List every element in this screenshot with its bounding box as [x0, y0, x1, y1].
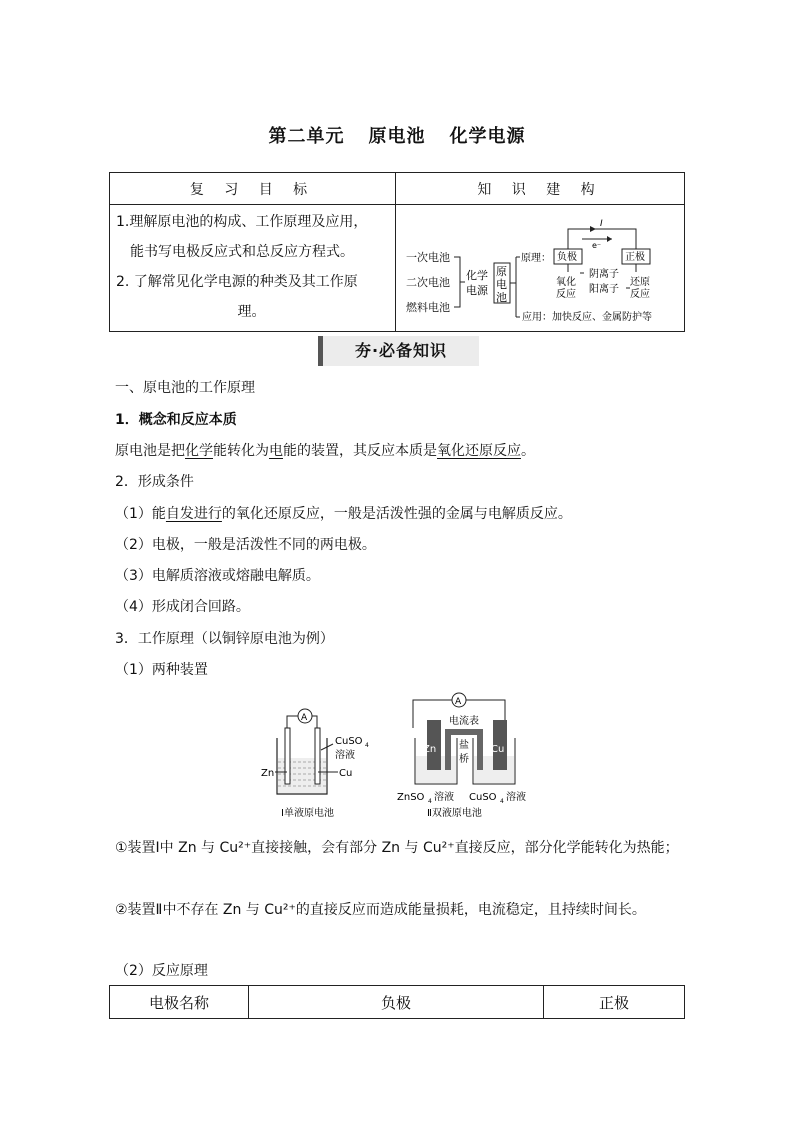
caption-single: Ⅰ单液原电池 — [281, 808, 334, 819]
map-positive: 正极 — [625, 252, 645, 263]
goals-cell — [110, 205, 396, 332]
double-cell — [397, 693, 526, 819]
svg-text:Zn: Zn — [423, 744, 437, 755]
map-chem-source: 化学 — [466, 269, 488, 282]
map-battery: 燃料电池 — [406, 301, 450, 314]
map-electron: e⁻ — [592, 241, 602, 250]
ammeter-icon: A — [301, 713, 308, 723]
cell-diagram — [255, 690, 545, 822]
map-battery: 一次电池 — [406, 251, 450, 264]
header-goals: 复 习 目 标 — [110, 173, 396, 205]
reaction-table — [109, 985, 685, 1019]
map-oxidation: 反应 — [556, 289, 576, 300]
heading-concept: 1．概念和反应本质 — [115, 412, 237, 428]
condition-2: （2）电极，一般是活泼性不同的两电极。 — [115, 537, 376, 553]
map-negative: 负极 — [557, 252, 577, 263]
svg-text:Zn: Zn — [261, 768, 275, 779]
section-banner: 夯·必备知识 — [318, 336, 479, 366]
knowledge-map — [396, 205, 684, 329]
note-2: ②装置Ⅱ中不存在 Zn 与 Cu²⁺的直接反应而造成能量损耗，电流稳定，且持续时间长。 — [115, 902, 646, 918]
section-heading: 一、原电池的工作原理 — [115, 380, 255, 396]
svg-text:Cu: Cu — [339, 768, 353, 779]
goal-line: 理。 — [237, 304, 266, 320]
map-galvanic: 原 — [496, 265, 507, 278]
table-row — [110, 986, 685, 1019]
svg-text:CuSO: CuSO — [335, 736, 363, 747]
title-topic1: 原电池 — [368, 126, 426, 147]
map-chem-source-2: 电源 — [466, 284, 488, 297]
svg-text:4: 4 — [428, 798, 432, 805]
map-principle: 原理： — [521, 253, 551, 264]
map-reduction: 反应 — [630, 289, 650, 300]
col-negative: 负极 — [249, 986, 544, 1019]
svg-text:CuSO: CuSO — [469, 792, 497, 803]
svg-text:桥: 桥 — [459, 754, 469, 765]
goal-line: 能书写电极反应式和总反应方程式。 — [130, 244, 354, 260]
map-galvanic: 池 — [496, 291, 507, 304]
svg-text:ZnSO: ZnSO — [397, 792, 425, 803]
goal-line: 1.理解原电池的构成、工作原理及应用， — [116, 214, 368, 230]
svg-text:盐: 盐 — [459, 740, 469, 751]
map-battery: 二次电池 — [406, 276, 450, 289]
svg-text:4: 4 — [500, 798, 504, 805]
subheading-reaction: （2）反应原理 — [115, 963, 208, 979]
svg-text:电流表: 电流表 — [449, 716, 479, 727]
map-cation: 阳离子 — [589, 284, 619, 295]
svg-text:溶液: 溶液 — [434, 792, 454, 803]
knowledge-map-cell — [396, 205, 685, 332]
svg-text:4: 4 — [365, 742, 369, 749]
map-oxidation: 氧化 — [556, 277, 576, 288]
title-topic2: 化学电源 — [449, 126, 526, 147]
single-cell — [261, 709, 369, 819]
title-unit: 第二单元 — [268, 126, 345, 147]
col-electrode: 电极名称 — [110, 986, 249, 1019]
subheading-devices: （1）两种装置 — [115, 662, 208, 678]
heading-conditions: 2．形成条件 — [115, 474, 194, 490]
condition-4: （4）形成闭合回路。 — [115, 599, 250, 615]
header-knowledge: 知 识 建 构 — [396, 173, 685, 205]
svg-text:溶液: 溶液 — [506, 792, 526, 803]
goal-line: 2. 了解常见化学电源的种类及其工作原 — [116, 274, 358, 290]
summary-table — [109, 172, 685, 332]
svg-text:溶液: 溶液 — [335, 750, 355, 761]
map-anion: 阴离子 — [589, 269, 619, 280]
col-positive: 正极 — [544, 986, 685, 1019]
map-reduction: 还原 — [630, 277, 650, 288]
map-application: 应用：加快反应、金属防护等 — [522, 312, 652, 323]
caption-double: Ⅱ双液原电池 — [427, 808, 482, 819]
condition-1: （1）能自发进行的氧化还原反应，一般是活泼性强的金属与电解质反应。 — [115, 506, 572, 522]
para-concept: 原电池是把化学能转化为电能的装置，其反应本质是氧化还原反应。 — [115, 443, 535, 459]
svg-text:Cu: Cu — [491, 744, 505, 755]
heading-principle: 3．工作原理（以铜锌原电池为例） — [115, 631, 334, 647]
map-galvanic: 电 — [496, 278, 507, 291]
condition-3: （3）电解质溶液或熔融电解质。 — [115, 568, 320, 584]
page-title — [0, 122, 794, 148]
svg-text:A: A — [455, 697, 462, 707]
note-1: ①装置Ⅰ中 Zn 与 Cu²⁺直接接触，会有部分 Zn 与 Cu²⁺直接反应，部分化学能转化为热能； — [115, 840, 679, 856]
map-current: I — [600, 219, 603, 229]
